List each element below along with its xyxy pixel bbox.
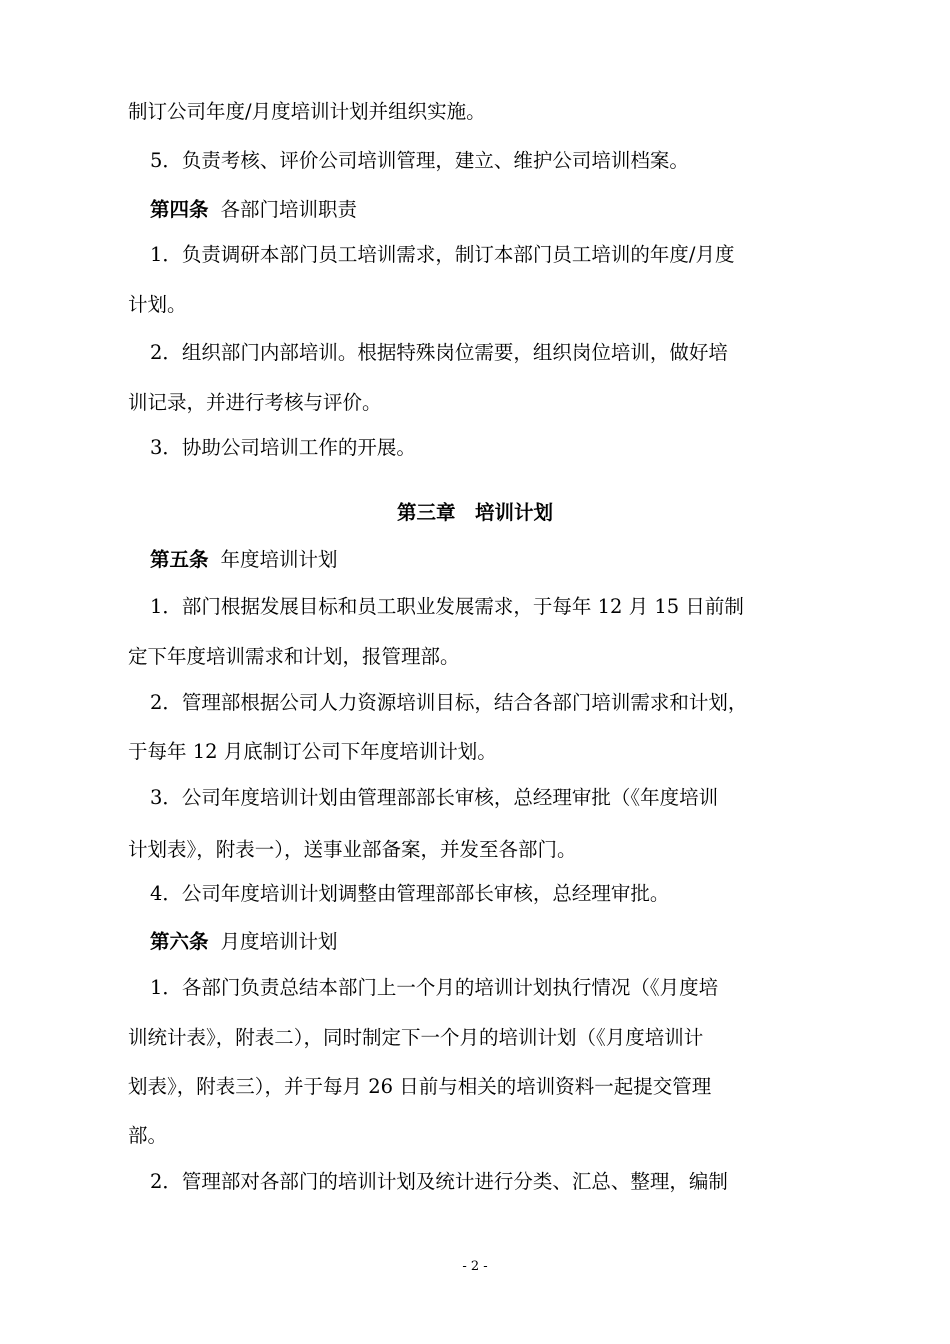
paragraph-line: 训记录，并进行考核与评价。: [128, 391, 382, 414]
article-number: 第五条: [150, 548, 209, 571]
paragraph-line: 部。: [128, 1124, 168, 1147]
article-title: 年度培训计划: [220, 548, 338, 571]
paragraph-line: 定下年度培训需求和计划，报管理部。: [128, 645, 460, 668]
article-number: 第六条: [150, 930, 209, 953]
article-title: 月度培训计划: [220, 930, 338, 953]
list-item-line: 2．管理部对各部门的培训计划及统计进行分类、汇总、整理，编制: [150, 1170, 728, 1193]
article-heading: [150, 546, 833, 574]
list-item-line: 3．公司年度培训计划由管理部部长审核，总经理审批（《年度培训: [150, 786, 719, 809]
article-number: 第四条: [150, 198, 209, 221]
list-item-line: 1．部门根据发展目标和员工职业发展需求，于每年 12 月 15 日前制: [150, 595, 744, 618]
list-item-line: 4．公司年度培训计划调整由管理部部长审核，总经理审批。: [150, 882, 670, 905]
paragraph-line: 训统计表》，附表二），同时制定下一个月的培训计划（《月度培训计: [128, 1026, 704, 1049]
paragraph-line: 于每年 12 月底制订公司下年度培训计划。: [128, 740, 497, 763]
paragraph-line: 计划表》，附表一），送事业部备案，并发至各部门。: [128, 838, 577, 861]
list-item-line: 3．协助公司培训工作的开展。: [150, 436, 416, 459]
list-item-line: 2．组织部门内部培训。根据特殊岗位需要，组织岗位培训，做好培: [150, 341, 728, 364]
paragraph-line: 划表》，附表三），并于每月 26 日前与相关的培训资料一起提交管理: [128, 1075, 712, 1098]
article-title: 各部门培训职责: [220, 198, 358, 221]
article-heading: [150, 196, 833, 224]
article-heading: [150, 928, 833, 956]
paragraph-line: 计划。: [128, 293, 187, 316]
paragraph-line: 制订公司年度/月度培训计划并组织实施。: [128, 100, 486, 123]
page-number: - 2 -: [462, 1259, 488, 1274]
list-item-line: 1．负责调研本部门员工培训需求，制订本部门员工培训的年度/月度: [150, 243, 735, 266]
list-item-line: 2．管理部根据公司人力资源培训目标，结合各部门培训需求和计划，: [150, 691, 748, 714]
list-item-line: 5．负责考核、评价公司培训管理，建立、维护公司培训档案。: [150, 149, 689, 172]
list-item-line: 1．各部门负责总结本部门上一个月的培训计划执行情况（《月度培: [150, 976, 719, 999]
chapter-title: 第三章 培训计划: [396, 501, 553, 524]
